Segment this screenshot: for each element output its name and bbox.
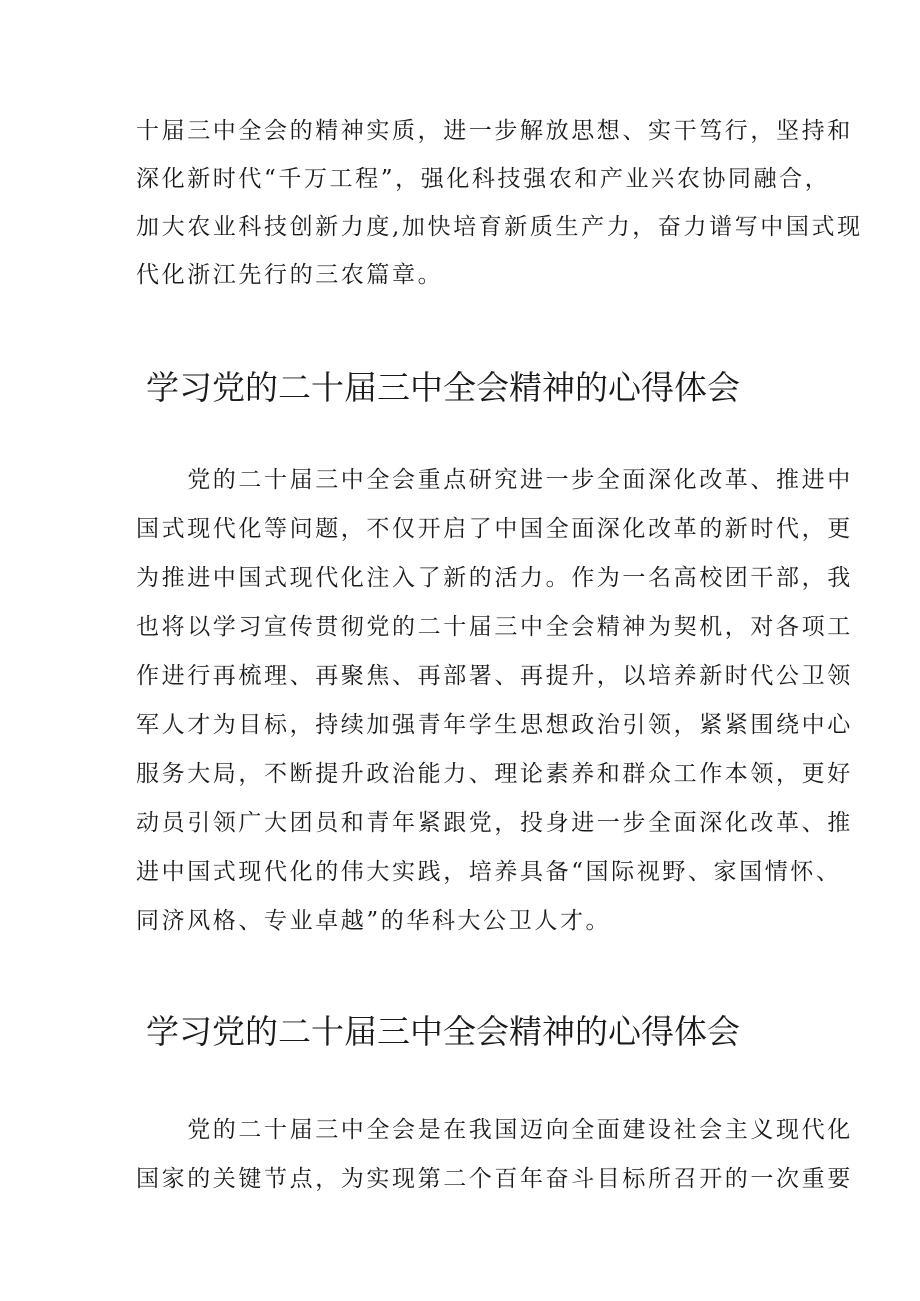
paragraph-line: 也将以学习宣传贯彻党的二十届三中全会精神为契机，对各项工 — [136, 614, 853, 640]
paragraph-line: 国家的关键节点，为实现第二个百年奋斗目标所召开的一次重要 — [136, 1166, 853, 1192]
paragraph-line: 军人才为目标，持续加强青年学生思想政治引领，紧紧围绕中心 — [136, 712, 853, 738]
section-title: 学习党的二十届三中全会精神的心得体会 — [146, 368, 740, 407]
paragraph-line: 党的二十届三中全会重点研究进一步全面深化改革、推进中 — [136, 467, 853, 493]
paragraph-line: 党的二十届三中全会是在我国迈向全面建设社会主义现代化 — [136, 1117, 853, 1143]
paragraph-line: 国式现代化等问题，不仅开启了中国全面深化改革的新时代，更 — [136, 516, 853, 542]
paragraph-line: 为推进中国式现代化注入了新的活力。作为一名高校团干部，我 — [136, 565, 853, 591]
paragraph-line: 动员引领广大团员和青年紧跟党，投身进一步全面深化改革、推 — [136, 810, 853, 836]
paragraph-line: 加大农业科技创新力度,加快培育新质生产力，奋力谱写中国式现 — [136, 214, 863, 240]
paragraph-line: 同济风格、专业卓越”的华科大公卫人才。 — [136, 908, 612, 934]
paragraph-line: 服务大局，不断提升政治能力、理论素养和群众工作本领，更好 — [136, 761, 853, 787]
paragraph-line: 十届三中全会的精神实质，进一步解放思想、实干笃行，坚持和 — [136, 118, 853, 144]
paragraph-line: 代化浙江先行的三农篇章。 — [136, 262, 444, 288]
section-title: 学习党的二十届三中全会精神的心得体会 — [146, 1012, 740, 1051]
paragraph-line: 进中国式现代化的伟大实践，培养具备“国际视野、家国情怀、 — [136, 859, 842, 885]
paragraph-line: 深化新时代“千万工程”，强化科技强农和产业兴农协同融合， — [136, 166, 831, 192]
paragraph-line: 作进行再梳理、再聚焦、再部署、再提升，以培养新时代公卫领 — [136, 663, 853, 689]
